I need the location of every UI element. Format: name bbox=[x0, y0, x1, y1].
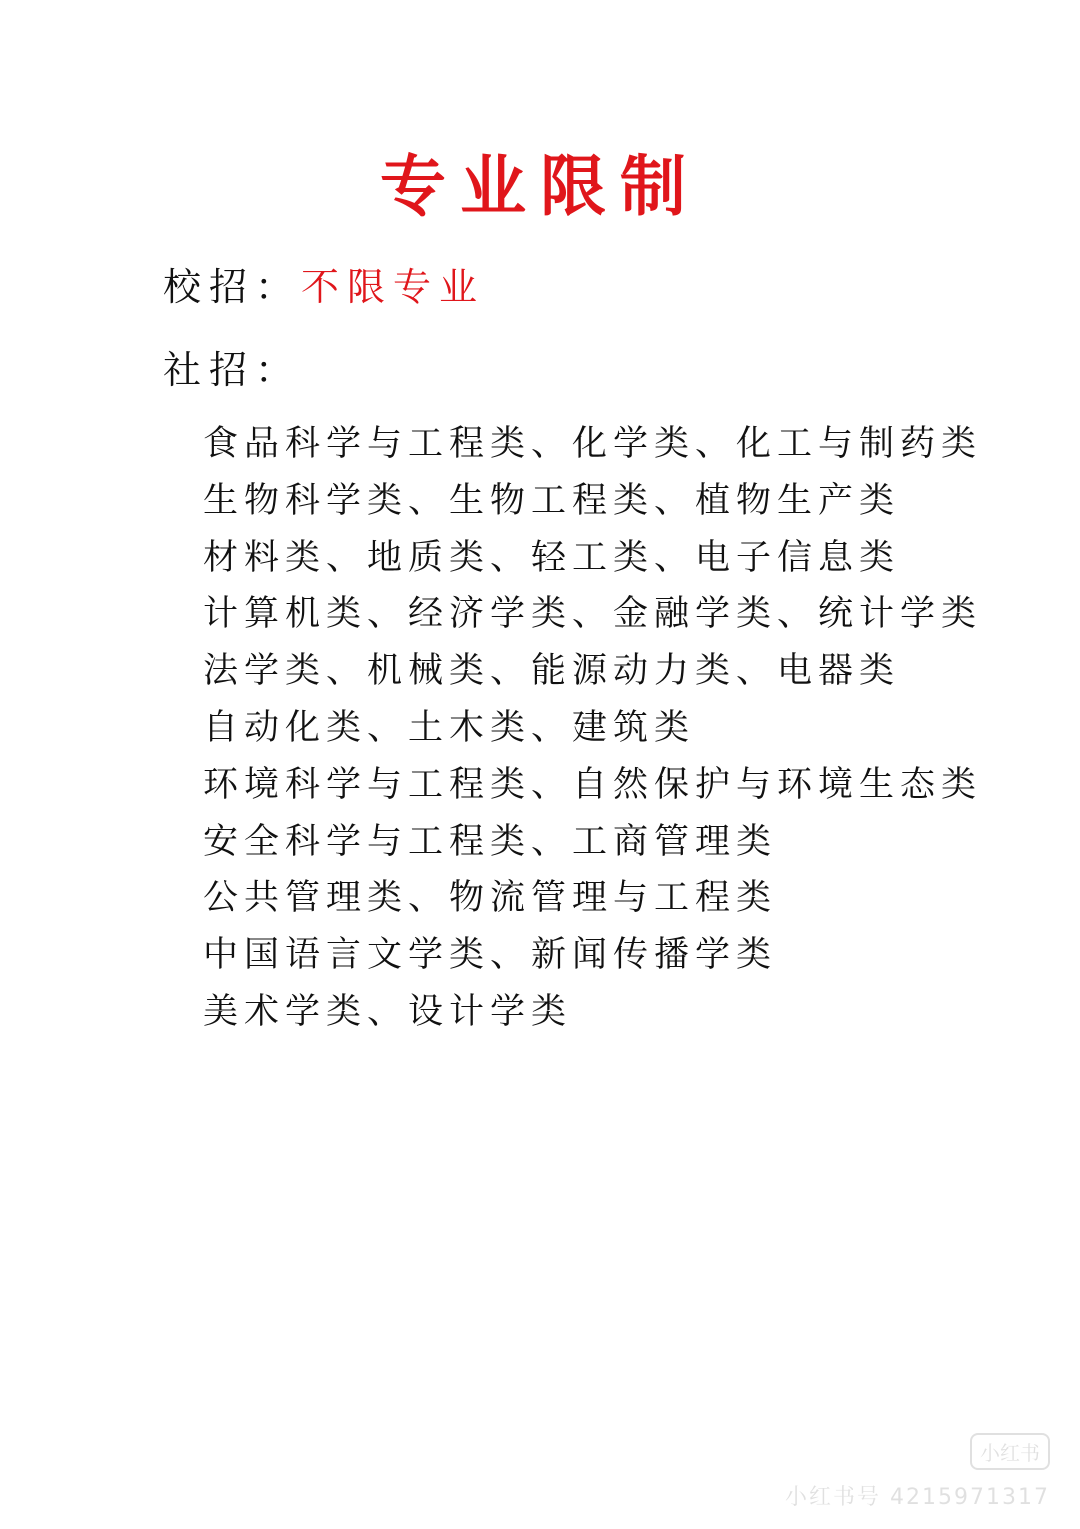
watermark-id: 小红书号 4215971317 bbox=[785, 1485, 1050, 1510]
social-label: 社招： bbox=[163, 348, 302, 392]
watermark-logo: 小红书 bbox=[970, 1433, 1050, 1470]
list-item: 生物科学类、生物工程类、植物生产类 bbox=[203, 480, 901, 521]
list-item: 自动化类、土木类、建筑类 bbox=[203, 707, 696, 748]
list-item: 法学类、机械类、能源动力类、电器类 bbox=[203, 651, 901, 692]
majors-list bbox=[203, 416, 983, 1041]
list-item: 安全科学与工程类、工商管理类 bbox=[203, 821, 778, 862]
list-item: 材料类、地质类、轻工类、电子信息类 bbox=[203, 537, 901, 578]
list-item: 中国语言文学类、新闻传播学类 bbox=[203, 935, 778, 976]
list-item: 美术学类、设计学类 bbox=[203, 991, 573, 1032]
page-title: 专业限制 bbox=[380, 148, 700, 225]
campus-label: 校招： bbox=[163, 265, 302, 309]
list-item: 食品科学与工程类、化学类、化工与制药类 bbox=[203, 424, 983, 464]
watermark bbox=[785, 1433, 1050, 1511]
campus-recruitment-row bbox=[163, 262, 485, 312]
social-recruitment-row bbox=[163, 345, 301, 395]
list-item: 公共管理类、物流管理与工程类 bbox=[203, 878, 778, 919]
list-item: 计算机类、经济学类、金融学类、统计学类 bbox=[203, 594, 983, 635]
list-item: 环境科学与工程类、自然保护与环境生态类 bbox=[203, 764, 983, 805]
campus-value: 不限专业 bbox=[301, 265, 486, 309]
